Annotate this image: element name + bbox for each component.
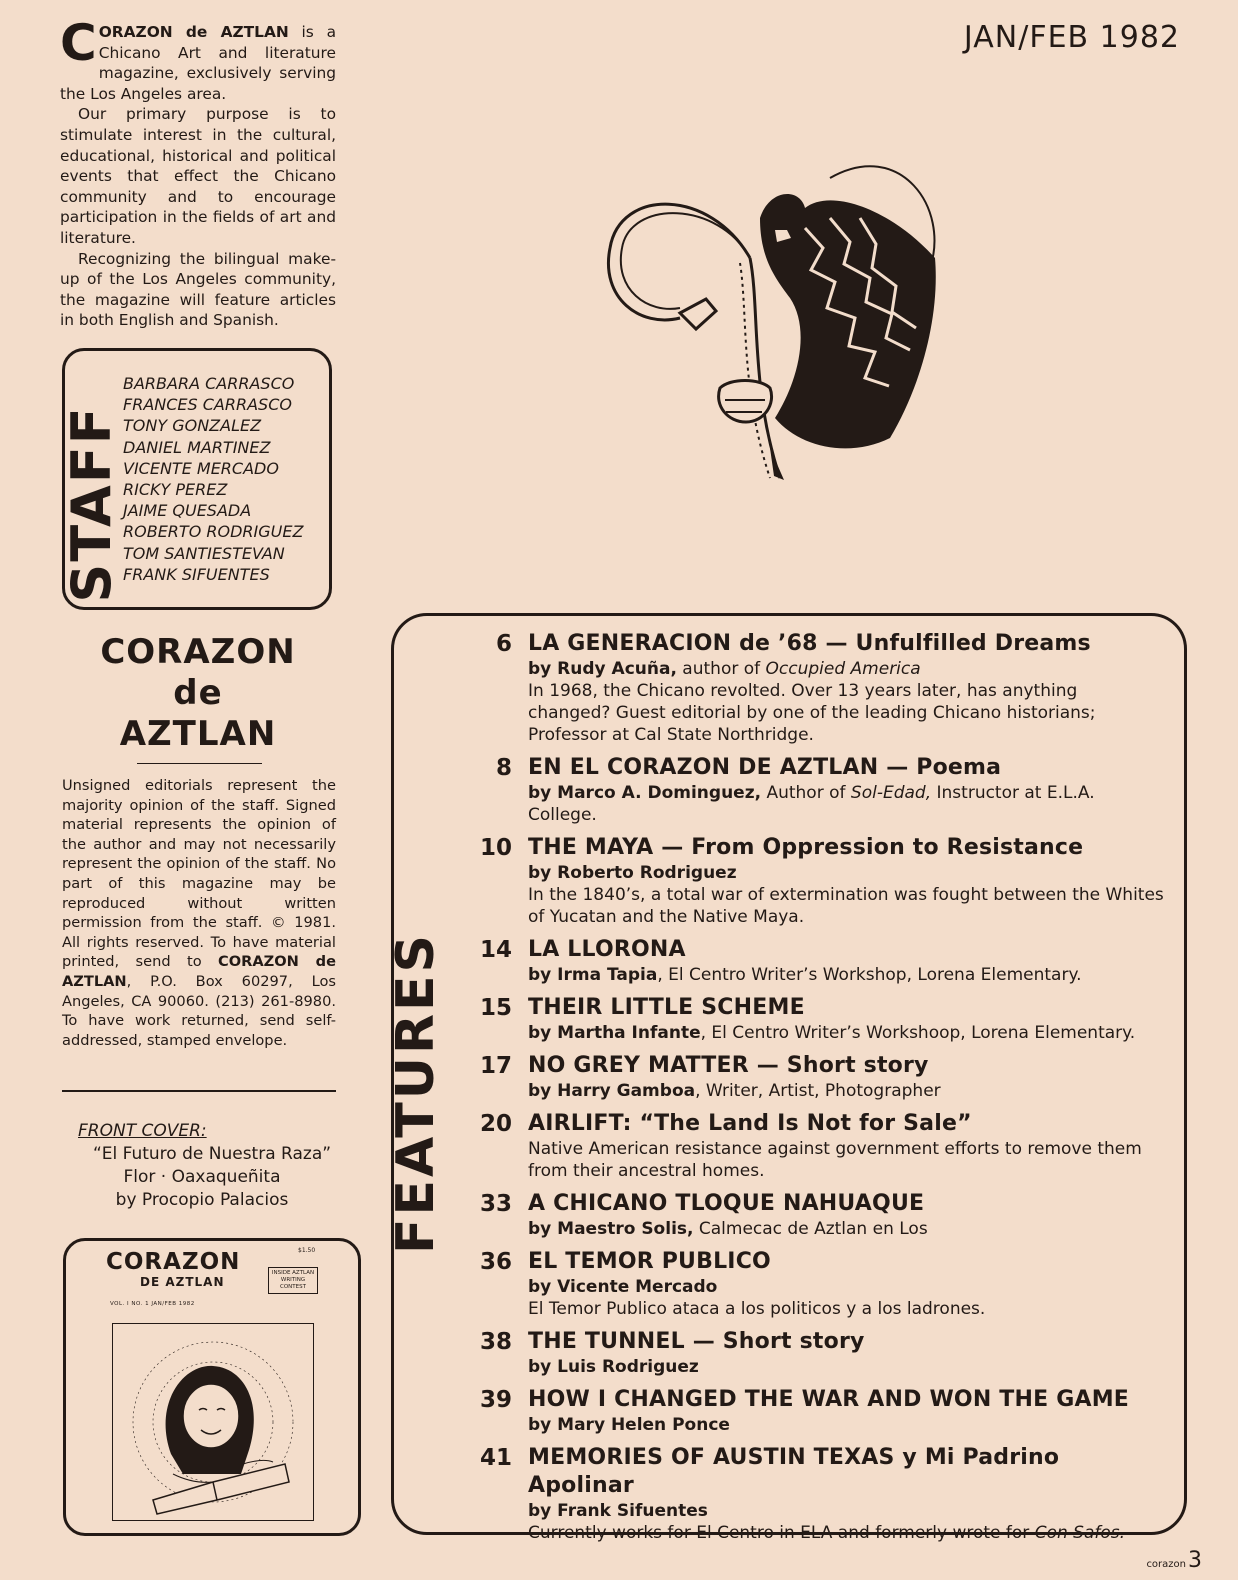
features-heading: FEATURES	[386, 932, 446, 1254]
thumbnail-issue: VOL. I NO. 1 JAN/FEB 1982	[110, 1301, 195, 1307]
notice-magazine-name: CORAZON de AZTLAN	[62, 953, 336, 990]
feature-byline: by Luis Rodriguez	[528, 1357, 699, 1377]
thumbnail-contest-badge: INSIDE AZTLAN WRITING CONTEST	[268, 1267, 318, 1294]
reading-girl-icon	[112, 1323, 314, 1521]
staff-heading: STAFF	[60, 405, 123, 603]
feature-item	[394, 1052, 1184, 1102]
feature-byline: by Roberto Rodriguez	[528, 863, 737, 883]
front-cover-subtitle: Flor · Oaxaqueñita	[123, 1167, 281, 1187]
staff-box	[62, 348, 332, 610]
feature-byline: by Mary Helen Ponce	[528, 1415, 730, 1435]
intro-magazine-name: ORAZON de AZTLAN	[98, 23, 289, 41]
thumbnail-title: CORAZON	[106, 1249, 241, 1275]
thumbnail-subtitle: DE AZTLAN	[140, 1275, 225, 1289]
feature-description: In 1968, the Chicano revolted. Over 13 years later, has anything changed? Guest editorial by one of the leading Chicano historians; Professor at Cal State Northridge.	[528, 681, 1096, 745]
feature-page: 20	[479, 1111, 512, 1137]
page-footer	[1146, 1548, 1202, 1573]
feature-page: 39	[479, 1387, 512, 1413]
feature-page: 33	[479, 1191, 512, 1217]
feature-item	[394, 834, 1184, 928]
masthead-line: CORAZON	[100, 632, 296, 672]
thumbnail-price: $1.50	[298, 1247, 316, 1254]
cover-thumbnail	[63, 1238, 361, 1536]
features-box	[386, 613, 1187, 1543]
feature-item	[394, 1110, 1184, 1182]
intro-paragraph-2: Our primary purpose is to stimulate interest in the cultural, educational, historical and political events that effect the Chicano community and to encourage participation in the fields of art and literature.	[60, 105, 336, 247]
feature-title: NO GREY MATTER — Short story	[528, 1053, 929, 1078]
feature-title: LA LLORONA	[528, 937, 686, 962]
features-list	[394, 630, 1184, 1552]
feature-title: HOW I CHANGED THE WAR AND WON THE GAME	[528, 1387, 1130, 1412]
feature-byline: by Irma Tapia, El Centro Writer’s Workshop, Lorena Elementary.	[528, 965, 1082, 985]
feature-item	[394, 1444, 1184, 1544]
front-cover-credit: by Procopio Palacios	[115, 1190, 289, 1210]
front-cover-title: “El Futuro de Nuestra Raza”	[92, 1144, 332, 1164]
staff-member: ROBERTO RODRIGUEZ	[123, 522, 304, 542]
feature-item	[394, 1328, 1184, 1378]
feature-page: 14	[479, 937, 512, 963]
feature-item	[394, 754, 1184, 826]
feature-page: 17	[479, 1053, 512, 1079]
staff-member: BARBARA CARRASCO	[123, 374, 295, 393]
front-cover-caption	[62, 1120, 342, 1212]
front-cover-heading: FRONT COVER:	[78, 1121, 207, 1141]
staff-member: TOM SANTIESTEVAN	[123, 543, 285, 563]
feature-page: 10	[479, 835, 512, 861]
feature-byline: by Vicente Mercado	[528, 1277, 718, 1297]
footer-label: corazon	[1146, 1559, 1186, 1570]
feature-title: THE MAYA — From Oppression to Resistance	[528, 835, 1084, 860]
staff-member: TONY GONZALEZ	[123, 416, 262, 436]
feature-page: 41	[479, 1445, 512, 1471]
feature-byline: by Frank Sifuentes	[528, 1501, 708, 1521]
divider	[62, 1090, 336, 1092]
feature-title: AIRLIFT: “The Land Is Not for Sale”	[528, 1111, 972, 1136]
staff-member: JAIME QUESADA	[123, 501, 252, 521]
feature-description: Native American resistance against government efforts to remove them from their ancestral homes.	[528, 1139, 1142, 1181]
feature-page: 36	[479, 1249, 512, 1275]
feature-item	[394, 1248, 1184, 1320]
feature-page: 6	[495, 631, 512, 657]
feature-item	[394, 1386, 1184, 1436]
staff-member: RICKY PEREZ	[123, 480, 228, 500]
staff-member: FRANCES CARRASCO	[123, 395, 292, 415]
feature-description: Currently works for El Centro in ELA and formerly wrote for Con Safos.	[528, 1523, 1126, 1543]
staff-member: FRANK SIFUENTES	[123, 564, 270, 584]
feature-title: MEMORIES OF AUSTIN TEXAS y Mi Padrino Apolinar	[528, 1445, 1060, 1498]
drop-cap: C	[60, 14, 97, 72]
feature-title: A CHICANO TLOQUE NAHUAQUE	[528, 1191, 925, 1216]
page-number: 3	[1188, 1548, 1202, 1573]
feature-page: 38	[479, 1329, 512, 1355]
feature-title: EN EL CORAZON DE AZTLAN — Poema	[528, 755, 1002, 780]
feature-byline: by Marco A. Dominguez, Author of Sol-Edad, Instructor at E.L.A. College.	[528, 783, 1095, 825]
intro-paragraph-1: CORAZON de AZTLAN is a Chicano Art and literature magazine, exclusively serving the Los Angeles area.	[60, 14, 336, 103]
masthead-line: AZTLAN	[119, 714, 277, 754]
divider	[137, 763, 262, 764]
feature-description: El Temor Publico ataca a los politicos y a los ladrones.	[528, 1299, 986, 1319]
feature-page: 15	[479, 995, 512, 1021]
feature-page: 8	[495, 755, 512, 781]
intro-paragraph-3: Recognizing the bilingual make-up of the Los Angeles community, the magazine will feature articles in both English and Spanish.	[60, 249, 336, 330]
staff-member: VICENTE MERCADO	[123, 458, 279, 478]
feature-title: THEIR LITTLE SCHEME	[528, 995, 805, 1020]
feature-byline: by Rudy Acuña, author of Occupied America	[528, 659, 921, 679]
feature-item	[394, 936, 1184, 986]
eagle-serpent-icon	[600, 148, 960, 498]
staff-list	[123, 373, 303, 585]
feature-item	[394, 630, 1184, 746]
feature-description: In the 1840’s, a total war of extermination was fought between the Whites of Yucatan and the Native Maya.	[528, 885, 1164, 927]
intro-text	[60, 14, 336, 331]
feature-item	[394, 1190, 1184, 1240]
legal-notice: Unsigned editorials represent the majority opinion of the staff. Signed material represents the opinion of the author and may not necessarily represent the opinion of the staff. No part of this magazine may be reproduced without written permission from the staff. © 1981. All rights reserved. To have material printed, send to CORAZON de AZTLAN, P.O. Box 60297, Los Angeles, CA 90060. (213) 261-8980. To have work returned, send self-addressed, stamped envelope.	[62, 776, 336, 1050]
staff-member: DANIEL MARTINEZ	[123, 437, 271, 457]
feature-byline: by Maestro Solis, Calmecac de Aztlan en Los	[528, 1219, 928, 1239]
issue-date: JAN/FEB 1982	[963, 20, 1180, 55]
feature-title: EL TEMOR PUBLICO	[528, 1249, 771, 1274]
feature-title: THE TUNNEL — Short story	[528, 1329, 865, 1354]
masthead	[62, 632, 334, 755]
feature-item	[394, 994, 1184, 1044]
feature-byline: by Harry Gamboa, Writer, Artist, Photographer	[528, 1081, 941, 1101]
feature-byline: by Martha Infante, El Centro Writer’s Workshoop, Lorena Elementary.	[528, 1023, 1136, 1043]
feature-title: LA GENERACION de ’68 — Unfulfilled Dreams	[528, 631, 1091, 656]
masthead-line: de	[173, 673, 223, 713]
